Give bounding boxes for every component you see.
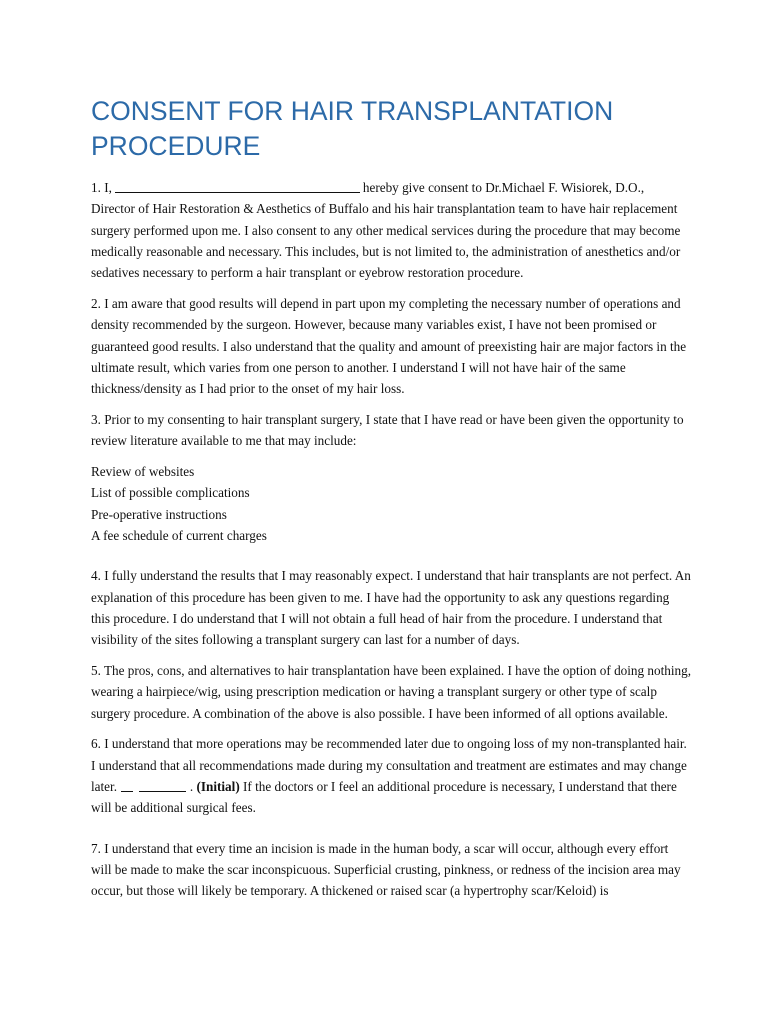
paragraph-1-text: hereby give consent to Dr.Michael F. Wisiorek, D.O., Director of Hair Restoration & Aesthetics of Buffalo and his hair transplantation team to have hair replacement surgery performed upon me. I also consent to any other medical services during the procedure that may become medically reasonable and necessary. This includes, but is not limited to, the administration of anesthetics and/or sedatives necessary to perform a hair transplant or eyebrow restoration procedure. (91, 180, 681, 281)
initial-field-part-1[interactable] (121, 779, 133, 792)
paragraph-6-text-before: 6. I understand that more operations may be recommended later due to ongoing loss of my non-transplanted hair. I understand that all recommendations made during my consultation and treatment are estimates and may change later. (91, 736, 687, 794)
paragraph-4: 4. I fully understand the results that I may reasonably expect. I understand that hair transplants are not perfect. An explanation of this procedure has been given to me. I have had the opportunity to ask any questions regarding this procedure. I do understand that I will not obtain a full head of hair from the procedure. I understand that visibility of the sites following a transplant surgery can last for a number of days. (91, 568, 691, 648)
paragraph-1-prefix: 1. I, (91, 180, 112, 195)
paragraph-6-text-after: If the doctors or I feel an additional procedure is necessary, I understand that there will be additional surgical fees. (91, 778, 677, 816)
paragraph-6-dot: . (189, 778, 194, 794)
paragraph-7: 7. I understand that every time an incision is made in the human body, a scar will occur, although every effort will be made to make the scar inconspicuous. Superficial crusting, pinkness, or redness of the incision area may occur, but those will likely be temporary. A thickened or raised scar (a hypertrophy scar/Keloid) is (91, 840, 681, 899)
list-item: Pre-operative instructions (91, 506, 227, 522)
document-body (91, 177, 691, 911)
paragraph-6 (91, 733, 691, 818)
paragraph-1 (91, 177, 691, 283)
initial-label: (Initial) (196, 778, 240, 794)
literature-list (91, 461, 691, 546)
document-title: CONSENT FOR HAIR TRANSPLANTATION PROCEDURE (91, 96, 614, 161)
paragraph-3: 3. Prior to my consenting to hair transplant surgery, I state that I have read or have been given the opportunity to review literature available to me that may include: (91, 411, 684, 449)
patient-name-field[interactable] (115, 180, 360, 193)
paragraph-2: 2. I am aware that good results will depend in part upon my completing the necessary number of operations and density recommended by the surgeon. However, because many variables exist, I have not been promised or guaranteed good results. I also understand that the quality and amount of preexisting hair are major factors in the ultimate result, which varies from one person to another. I understand I will not have hair of the same thickness/density as I had prior to the onset of my hair loss. (91, 295, 687, 397)
list-item: Review of websites (91, 464, 195, 480)
list-item: List of possible complications (91, 485, 250, 501)
list-item: A fee schedule of current charges (91, 527, 267, 543)
initial-field-part-2[interactable] (139, 779, 186, 792)
paragraph-5: 5. The pros, cons, and alternatives to hair transplantation have been explained. I have the option of doing nothing, wearing a hairpiece/wig, using prescription medication or having a transplant surgery or other type of scalp surgery procedure. A combination of the above is also possible. I have been informed of all options available. (91, 662, 691, 721)
